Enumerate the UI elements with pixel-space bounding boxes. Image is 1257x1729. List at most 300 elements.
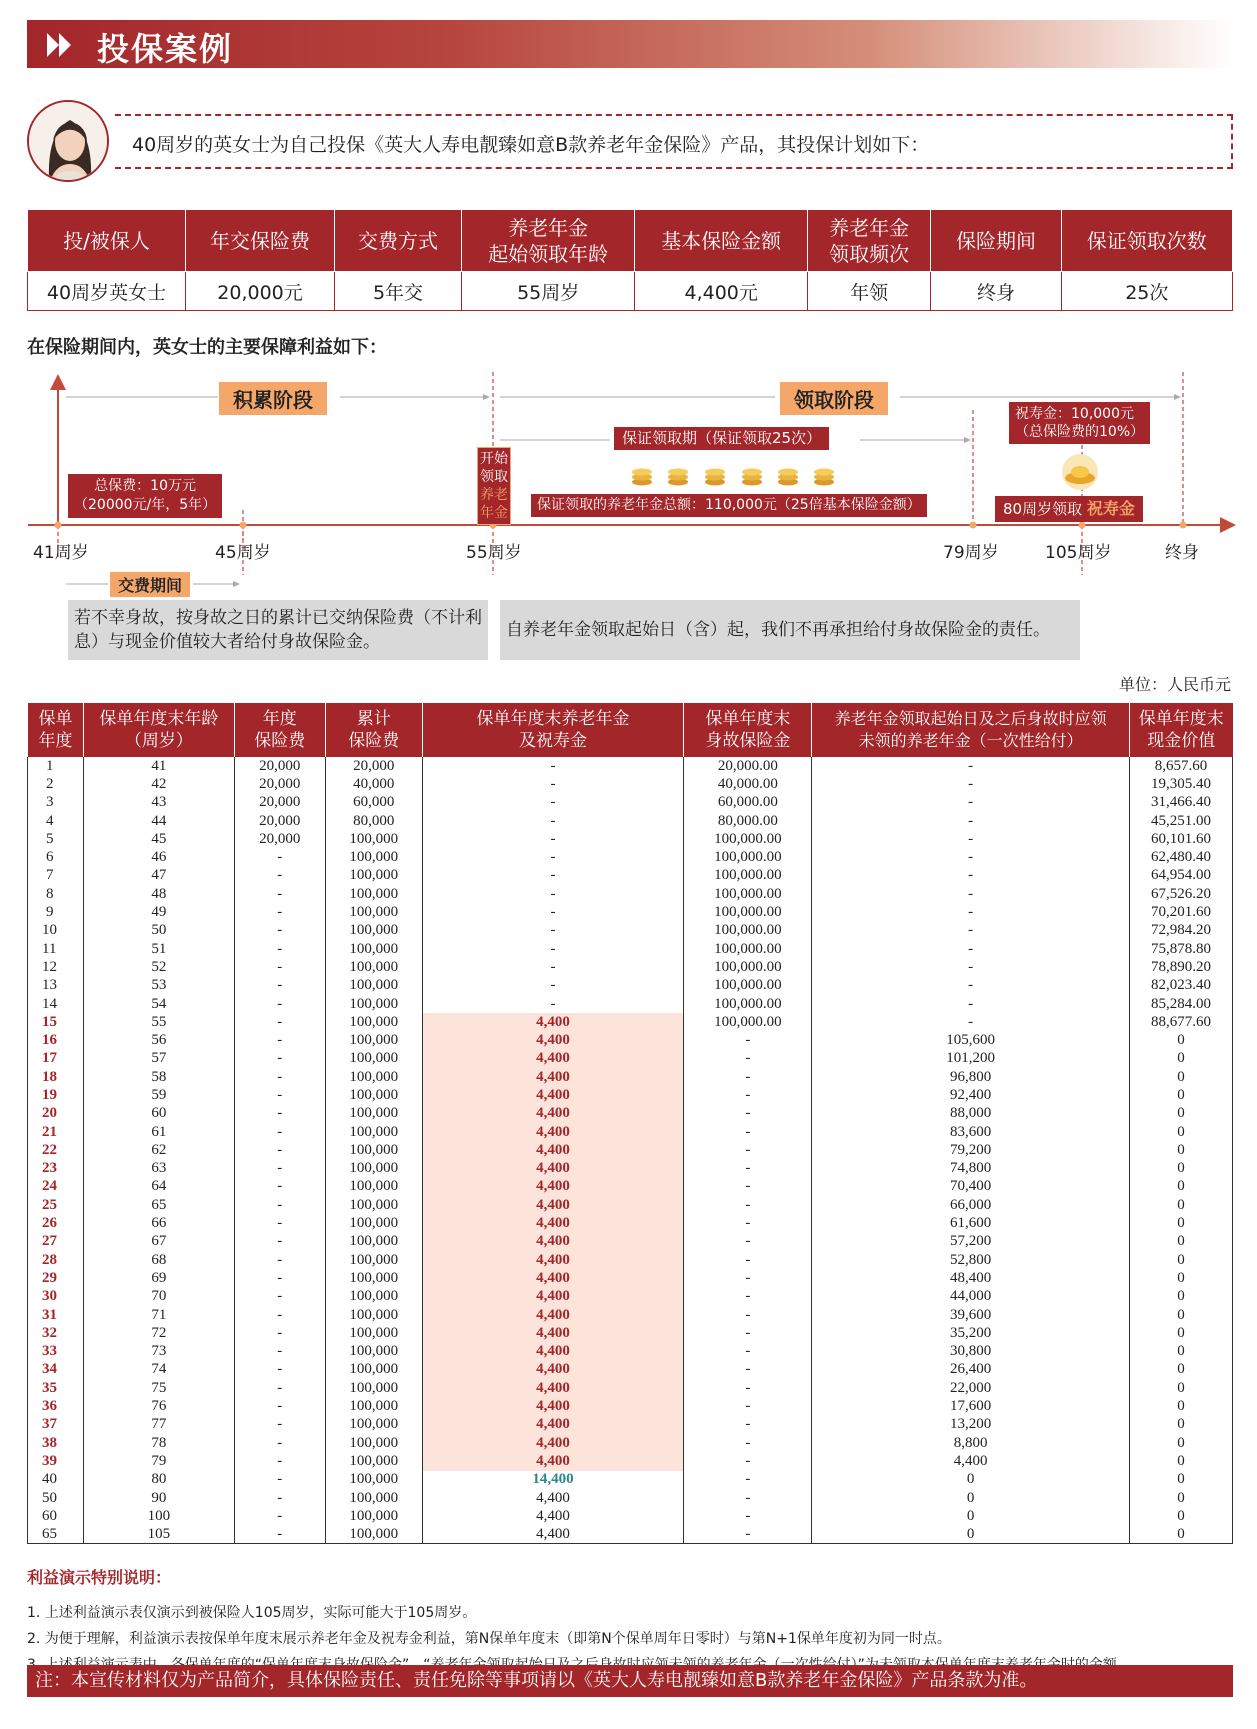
table-cell: - xyxy=(684,1416,812,1434)
table-cell: 78,890.20 xyxy=(1130,958,1233,976)
table-cell: 60,101.60 xyxy=(1130,830,1233,848)
table-cell: - xyxy=(234,922,325,940)
table-cell: 100,000.00 xyxy=(684,958,812,976)
benefit-table xyxy=(27,703,1233,1544)
table-cell: - xyxy=(234,1086,325,1104)
coin-stack-icon xyxy=(703,464,727,486)
table-cell: 4,400 xyxy=(422,1050,684,1068)
table-cell: 100,000 xyxy=(325,1489,422,1507)
table-cell: 0 xyxy=(812,1489,1130,1507)
table-cell: 6 xyxy=(28,848,84,866)
table-cell: 4,400 xyxy=(422,1123,684,1141)
table-row xyxy=(28,1324,1233,1342)
table-cell: - xyxy=(234,1233,325,1251)
table-cell: 0 xyxy=(1130,1123,1233,1141)
plan-header: 基本保险金额 xyxy=(635,210,807,272)
note-item: 2. 为便于理解，利益演示表按保单年度末展示养老年金及祝寿金利益，第N保单年度末（即第N个保单周年日零时）与第N+1保单年度初为同一时点。 xyxy=(27,1631,951,1647)
table-cell: 30 xyxy=(28,1288,84,1306)
table-cell: 14,400 xyxy=(422,1471,684,1489)
benefit-body xyxy=(28,757,1233,1544)
table-cell: 4,400 xyxy=(422,1178,684,1196)
table-cell: 45 xyxy=(83,830,234,848)
table-cell: 80,000 xyxy=(325,812,422,830)
benefit-header: 保单年度末 身故保险金 xyxy=(684,703,812,757)
table-cell: 64 xyxy=(83,1178,234,1196)
table-cell: - xyxy=(422,922,684,940)
table-cell: 73 xyxy=(83,1343,234,1361)
table-cell: 100,000 xyxy=(325,1178,422,1196)
table-cell: 68 xyxy=(83,1251,234,1269)
table-cell: 100,000 xyxy=(325,1507,422,1525)
table-cell: 100,000.00 xyxy=(684,995,812,1013)
table-cell: 14 xyxy=(28,995,84,1013)
table-cell: - xyxy=(812,977,1130,995)
table-row xyxy=(28,1068,1233,1086)
table-cell: 4,400 xyxy=(422,1361,684,1379)
table-cell: 43 xyxy=(83,794,234,812)
table-row xyxy=(28,1105,1233,1123)
table-cell: - xyxy=(234,1343,325,1361)
table-cell: - xyxy=(234,1397,325,1415)
disclaimer-notes xyxy=(27,1565,1237,1678)
table-cell: 4,400 xyxy=(422,1288,684,1306)
table-cell: - xyxy=(234,1416,325,1434)
table-cell: - xyxy=(234,1525,325,1543)
table-cell: 100,000 xyxy=(325,1471,422,1489)
page-title: 投保案例 xyxy=(97,30,234,68)
table-row xyxy=(28,1489,1233,1507)
table-cell: 4,400 xyxy=(422,1489,684,1507)
table-cell: 100,000 xyxy=(325,1416,422,1434)
coin-stack-icon xyxy=(630,464,654,486)
table-row xyxy=(28,903,1233,921)
table-cell: 100,000 xyxy=(325,1269,422,1287)
table-cell: 100,000 xyxy=(325,1306,422,1324)
table-row xyxy=(28,1123,1233,1141)
table-cell: 12 xyxy=(28,958,84,976)
table-row xyxy=(28,1306,1233,1324)
table-cell: 44 xyxy=(83,812,234,830)
section-subtitle: 在保险期间内，英女士的主要保障利益如下： xyxy=(27,337,387,358)
table-cell: 46 xyxy=(83,848,234,866)
benefit-header-row xyxy=(28,703,1233,757)
table-cell: 40 xyxy=(28,1471,84,1489)
table-cell: 4,400 xyxy=(422,1343,684,1361)
benefit-header: 保单 年度 xyxy=(28,703,84,757)
table-cell: 100,000 xyxy=(325,1105,422,1123)
table-cell: 4,400 xyxy=(422,1214,684,1232)
table-cell: 77 xyxy=(83,1416,234,1434)
table-cell: - xyxy=(684,1361,812,1379)
table-row xyxy=(28,775,1233,793)
table-cell: 75,878.80 xyxy=(1130,940,1233,958)
table-cell: 8,800 xyxy=(812,1434,1130,1452)
table-cell: 4,400 xyxy=(422,1434,684,1452)
table-cell: - xyxy=(234,1068,325,1086)
table-cell: - xyxy=(684,1031,812,1049)
table-cell: 100,000 xyxy=(325,1196,422,1214)
table-cell: 32 xyxy=(28,1324,84,1342)
table-cell: 70,400 xyxy=(812,1178,1130,1196)
table-cell: 79,200 xyxy=(812,1141,1130,1159)
coin-stack-icon xyxy=(740,464,764,486)
table-row xyxy=(28,1452,1233,1470)
table-cell: 21 xyxy=(28,1123,84,1141)
table-cell: 71 xyxy=(83,1306,234,1324)
table-cell: 30,800 xyxy=(812,1343,1130,1361)
table-cell: 0 xyxy=(812,1507,1130,1525)
table-row xyxy=(28,1397,1233,1415)
table-cell: 105 xyxy=(83,1525,234,1543)
table-cell: 4,400 xyxy=(422,1196,684,1214)
table-cell: 20,000 xyxy=(234,794,325,812)
table-cell: 0 xyxy=(1130,1452,1233,1470)
table-cell: 29 xyxy=(28,1269,84,1287)
table-cell: - xyxy=(234,867,325,885)
table-cell: 0 xyxy=(1130,1361,1233,1379)
table-cell: 26,400 xyxy=(812,1361,1130,1379)
table-cell: 61,600 xyxy=(812,1214,1130,1232)
table-cell: 83,600 xyxy=(812,1123,1130,1141)
table-cell: 45,251.00 xyxy=(1130,812,1233,830)
table-cell: - xyxy=(422,775,684,793)
table-cell: 4,400 xyxy=(422,1324,684,1342)
table-cell: 100,000 xyxy=(325,830,422,848)
table-cell: 20,000 xyxy=(325,757,422,775)
table-cell: 18 xyxy=(28,1068,84,1086)
table-cell: 0 xyxy=(1130,1105,1233,1123)
table-cell: 64,954.00 xyxy=(1130,867,1233,885)
table-cell: 0 xyxy=(1130,1251,1233,1269)
age-label: 79周岁 xyxy=(943,543,999,563)
table-cell: 25 xyxy=(28,1196,84,1214)
table-cell: 4,400 xyxy=(422,1507,684,1525)
table-cell: 82,023.40 xyxy=(1130,977,1233,995)
table-cell: 60 xyxy=(83,1105,234,1123)
table-cell: - xyxy=(422,757,684,775)
table-cell: 4,400 xyxy=(422,1269,684,1287)
table-cell: 0 xyxy=(1130,1306,1233,1324)
table-row xyxy=(28,885,1233,903)
table-cell: 37 xyxy=(28,1416,84,1434)
table-cell: - xyxy=(422,885,684,903)
table-cell: 4,400 xyxy=(422,1105,684,1123)
table-cell: 85,284.00 xyxy=(1130,995,1233,1013)
table-cell: 100,000 xyxy=(325,1324,422,1342)
plan-header: 交费方式 xyxy=(335,210,462,272)
table-cell: 4,400 xyxy=(422,1306,684,1324)
table-row xyxy=(28,1031,1233,1049)
plan-cell: 40周岁英女士 xyxy=(28,272,186,311)
table-cell: 23 xyxy=(28,1160,84,1178)
table-cell: - xyxy=(684,1288,812,1306)
table-cell: 0 xyxy=(1130,1031,1233,1049)
table-cell: 57 xyxy=(83,1050,234,1068)
table-cell: 4,400 xyxy=(422,1416,684,1434)
plan-header: 养老年金 领取频次 xyxy=(807,210,931,272)
start-text: 开始 xyxy=(480,451,508,467)
table-cell: 15 xyxy=(28,1013,84,1031)
table-cell: - xyxy=(234,1160,325,1178)
table-cell: 35,200 xyxy=(812,1324,1130,1342)
table-cell: 57,200 xyxy=(812,1233,1130,1251)
age-label: 41周岁 xyxy=(33,543,89,563)
table-cell: - xyxy=(422,995,684,1013)
table-cell: - xyxy=(684,1379,812,1397)
table-cell: 1 xyxy=(28,757,84,775)
table-cell: 8,657.60 xyxy=(1130,757,1233,775)
table-cell: 100,000.00 xyxy=(684,867,812,885)
table-cell: 0 xyxy=(1130,1068,1233,1086)
table-cell: - xyxy=(234,977,325,995)
table-cell: - xyxy=(812,794,1130,812)
table-cell: 39,600 xyxy=(812,1306,1130,1324)
table-cell: 0 xyxy=(1130,1160,1233,1178)
table-cell: 13,200 xyxy=(812,1416,1130,1434)
table-cell: 55 xyxy=(83,1013,234,1031)
table-cell: 53 xyxy=(83,977,234,995)
table-cell: 4,400 xyxy=(422,1068,684,1086)
table-cell: - xyxy=(684,1525,812,1543)
table-cell: 0 xyxy=(1130,1269,1233,1287)
plan-header: 投/被保人 xyxy=(28,210,186,272)
table-cell: - xyxy=(684,1251,812,1269)
table-cell: - xyxy=(234,1013,325,1031)
table-cell: - xyxy=(684,1086,812,1104)
table-cell: - xyxy=(684,1434,812,1452)
table-cell: 4,400 xyxy=(422,1397,684,1415)
table-cell: - xyxy=(234,958,325,976)
table-cell: - xyxy=(422,848,684,866)
table-cell: 4,400 xyxy=(422,1233,684,1251)
plan-header-row xyxy=(28,210,1233,272)
table-row xyxy=(28,1343,1233,1361)
table-cell: 59 xyxy=(83,1086,234,1104)
stage-payout: 领取阶段 xyxy=(780,382,888,415)
table-cell: 100,000 xyxy=(325,1050,422,1068)
table-cell: 4 xyxy=(28,812,84,830)
table-cell: 17 xyxy=(28,1050,84,1068)
table-cell: 47 xyxy=(83,867,234,885)
table-cell: 20,000 xyxy=(234,757,325,775)
table-cell: 26 xyxy=(28,1214,84,1232)
table-cell: 100,000 xyxy=(325,885,422,903)
table-cell: 92,400 xyxy=(812,1086,1130,1104)
table-cell: - xyxy=(684,1214,812,1232)
longevity-bonus-label xyxy=(995,496,1143,522)
table-cell: 100,000 xyxy=(325,1452,422,1470)
table-cell: - xyxy=(684,1397,812,1415)
table-cell: 40,000 xyxy=(325,775,422,793)
table-cell: 74 xyxy=(83,1361,234,1379)
table-cell: 20 xyxy=(28,1105,84,1123)
table-cell: - xyxy=(234,995,325,1013)
table-cell: - xyxy=(234,1324,325,1342)
plan-cell: 5年交 xyxy=(335,272,462,311)
table-cell: 100,000.00 xyxy=(684,903,812,921)
table-cell: 100,000 xyxy=(325,922,422,940)
age-label: 终身 xyxy=(1165,543,1199,563)
guarantee-total-label: 保证领取的养老年金总额：110,000元（25倍基本保险金额） xyxy=(531,494,927,517)
avatar xyxy=(27,100,109,182)
table-cell: 100,000 xyxy=(325,1031,422,1049)
age-label: 105周岁 xyxy=(1045,543,1112,563)
table-row xyxy=(28,867,1233,885)
table-cell: 0 xyxy=(1130,1050,1233,1068)
table-cell: 63 xyxy=(83,1160,234,1178)
table-cell: 96,800 xyxy=(812,1068,1130,1086)
table-cell: 4,400 xyxy=(422,1013,684,1031)
table-cell: 100,000 xyxy=(325,1251,422,1269)
benefit-header: 保单年度末 现金价值 xyxy=(1130,703,1233,757)
table-cell: - xyxy=(422,830,684,848)
total-premium-detail: （20000元/年，5年） xyxy=(74,497,217,513)
table-cell: - xyxy=(234,1361,325,1379)
table-cell: 0 xyxy=(1130,1141,1233,1159)
table-row xyxy=(28,1434,1233,1452)
table-row xyxy=(28,1269,1233,1287)
table-cell: - xyxy=(684,1269,812,1287)
table-cell: 28 xyxy=(28,1251,84,1269)
table-cell: - xyxy=(234,848,325,866)
table-cell: 100,000.00 xyxy=(684,940,812,958)
table-row xyxy=(28,1251,1233,1269)
table-cell: - xyxy=(422,903,684,921)
table-cell: 65 xyxy=(28,1525,84,1543)
table-cell: 4,400 xyxy=(812,1452,1130,1470)
table-cell: 0 xyxy=(812,1471,1130,1489)
table-cell: - xyxy=(234,1288,325,1306)
table-cell: 0 xyxy=(1130,1214,1233,1232)
table-cell: 0 xyxy=(1130,1343,1233,1361)
table-cell: 54 xyxy=(83,995,234,1013)
table-cell: 100,000 xyxy=(325,1361,422,1379)
table-cell: 70,201.60 xyxy=(1130,903,1233,921)
table-cell: 100,000 xyxy=(325,1086,422,1104)
table-cell: 100,000 xyxy=(325,995,422,1013)
table-cell: 75 xyxy=(83,1379,234,1397)
table-row xyxy=(28,1379,1233,1397)
table-cell: 60,000.00 xyxy=(684,794,812,812)
table-cell: 100,000 xyxy=(325,958,422,976)
table-row xyxy=(28,1288,1233,1306)
table-cell: 0 xyxy=(1130,1086,1233,1104)
table-cell: 100,000 xyxy=(325,1123,422,1141)
table-row xyxy=(28,1160,1233,1178)
table-row xyxy=(28,1050,1233,1068)
table-cell: - xyxy=(812,995,1130,1013)
table-cell: - xyxy=(234,1379,325,1397)
table-cell: 4,400 xyxy=(422,1452,684,1470)
table-row xyxy=(28,1214,1233,1232)
table-row xyxy=(28,1525,1233,1543)
start-text: 年金 xyxy=(480,505,508,521)
currency-unit: 单位：人民币元 xyxy=(1118,675,1231,694)
table-cell: 100,000.00 xyxy=(684,830,812,848)
table-cell: 5 xyxy=(28,830,84,848)
table-row xyxy=(28,1507,1233,1525)
table-cell: 100,000 xyxy=(325,1068,422,1086)
table-cell: 100,000 xyxy=(325,1379,422,1397)
table-cell: 9 xyxy=(28,903,84,921)
table-cell: - xyxy=(234,903,325,921)
table-cell: - xyxy=(684,1196,812,1214)
benefit-header: 年度 保险费 xyxy=(234,703,325,757)
plan-cell: 25次 xyxy=(1061,272,1232,311)
table-cell: - xyxy=(234,1251,325,1269)
table-cell: 74,800 xyxy=(812,1160,1130,1178)
table-cell: - xyxy=(234,1269,325,1287)
table-row xyxy=(28,830,1233,848)
table-cell: 4,400 xyxy=(422,1141,684,1159)
table-cell: 100,000 xyxy=(325,1233,422,1251)
longevity-bonus-ratio: （总保险费的10%） xyxy=(1015,424,1145,440)
plan-header: 养老年金 起始领取年龄 xyxy=(461,210,635,272)
table-cell: 20,000 xyxy=(234,830,325,848)
table-cell: 67,526.20 xyxy=(1130,885,1233,903)
table-cell: - xyxy=(234,1452,325,1470)
table-cell: 27 xyxy=(28,1233,84,1251)
table-cell: - xyxy=(684,1471,812,1489)
table-cell: - xyxy=(812,775,1130,793)
table-cell: 0 xyxy=(1130,1324,1233,1342)
table-cell: - xyxy=(234,1123,325,1141)
total-premium-line: 总保费：10万元 xyxy=(94,478,196,494)
table-cell: 4,400 xyxy=(422,1379,684,1397)
table-cell: 66,000 xyxy=(812,1196,1130,1214)
table-cell: 100,000 xyxy=(325,1525,422,1543)
table-cell: 44,000 xyxy=(812,1288,1130,1306)
coin-stack-icon xyxy=(666,464,690,486)
table-cell: - xyxy=(812,867,1130,885)
benefit-header: 养老年金领取起始日及之后身故时应领 未领的养老年金（一次性给付） xyxy=(812,703,1130,757)
longevity-bonus-note xyxy=(1009,402,1150,444)
table-cell: - xyxy=(684,1105,812,1123)
table-cell: - xyxy=(684,1141,812,1159)
table-cell: 0 xyxy=(1130,1397,1233,1415)
section-banner xyxy=(27,20,1233,68)
table-cell: 100,000 xyxy=(325,848,422,866)
table-cell: 0 xyxy=(812,1525,1130,1543)
table-cell: 65 xyxy=(83,1196,234,1214)
coin-stack-icon xyxy=(812,464,836,486)
table-cell: 60 xyxy=(28,1507,84,1525)
table-row xyxy=(28,1013,1233,1031)
table-cell: 11 xyxy=(28,940,84,958)
table-cell: - xyxy=(422,977,684,995)
table-cell: - xyxy=(684,1507,812,1525)
table-cell: - xyxy=(684,1324,812,1342)
table-row xyxy=(28,1416,1233,1434)
table-cell: - xyxy=(684,1343,812,1361)
table-cell: - xyxy=(234,1031,325,1049)
longevity-bonus-word: 祝寿金 xyxy=(1086,499,1135,518)
plan-cell: 4,400元 xyxy=(635,272,807,311)
table-cell: - xyxy=(234,1178,325,1196)
table-cell: 40,000.00 xyxy=(684,775,812,793)
table-cell: - xyxy=(684,1489,812,1507)
table-cell: 52 xyxy=(83,958,234,976)
table-cell: - xyxy=(234,885,325,903)
table-cell: 31 xyxy=(28,1306,84,1324)
table-cell: 100,000 xyxy=(325,867,422,885)
table-cell: 100,000 xyxy=(325,977,422,995)
table-cell: 100,000 xyxy=(325,940,422,958)
table-cell: 2 xyxy=(28,775,84,793)
table-cell: - xyxy=(684,1452,812,1470)
table-cell: 69 xyxy=(83,1269,234,1287)
table-cell: 50 xyxy=(83,922,234,940)
